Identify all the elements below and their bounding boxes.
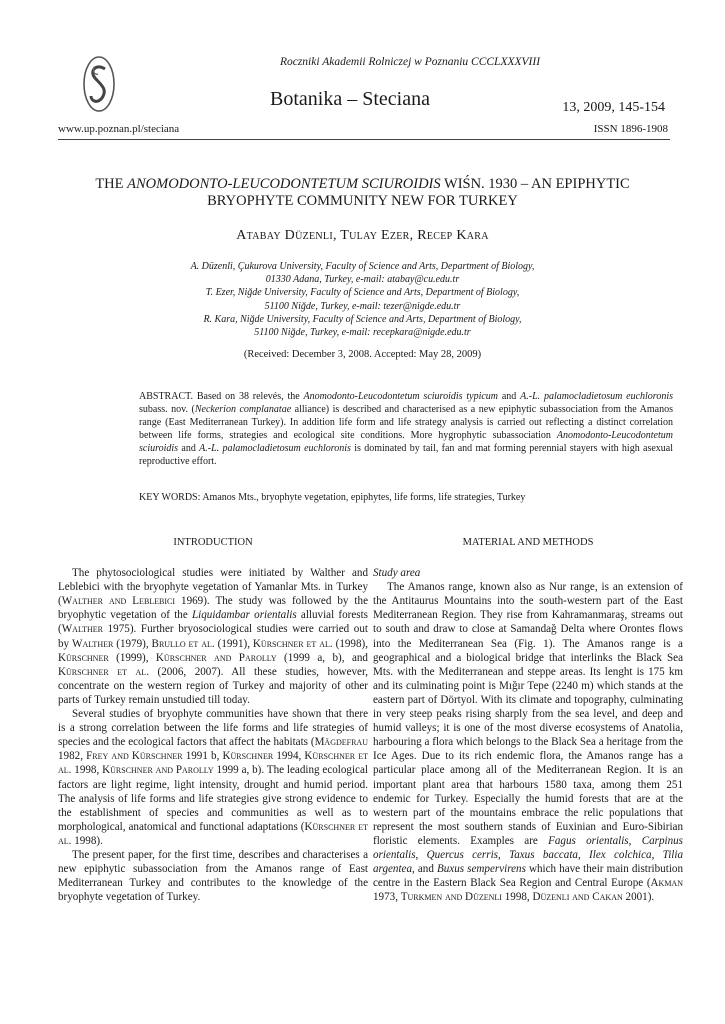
introduction-column bbox=[58, 536, 368, 904]
received-dates: (Received: December 3, 2008. Accepted: May 28, 2009) bbox=[243, 349, 482, 360]
affiliations bbox=[100, 260, 625, 339]
paragraph: The Amanos range, known also as Nur range, is an extension of the Antitaurus Mountains into the south-western part of the East Mediterranean Region. They rise from Kahramanmaraş, streams out to south and draw to close at Samandağ Delta where Orontes flows into the Mediterranean Sea (Fig. 1). The Amanos range is a geographical and a biological bridge that interlinks the Black Sea Mts. with the Mediterranean and steppe areas. Its lenght is 175 km and its culminating point is Mığır Tepe (2240 m) which stands at the eastern part of Dörtyol. With its climate and topography, culminating in very steep peaks rising sharply from the sea level, and deep and humid valleys; it is one of the most diverse ecosystems of Anatolia, harbouring a flora which belongs to the Black Sea a heritage from the Ice Ages. Due to its rich endemic flora, the Amanos range has a particular place among all of the Mediterranean Region. It is an important plant area that harbours 1580 taxa, among them 251 endemic for Turkey. Especially the humid forests that are at the western part of the mountains embrace the relic populations that represent the most southern stands of Euxinian and Euro-Sibirian floristic elements. Examples are Fagus orientalis, Carpinus orientalis, Quercus cerris, Taxus baccata, Ilex colchica, Tilia argentea, and Buxus sempervirens which have their main distribution centre in the Eastern Black Sea Region and Central Europe (Akman 1973, Turkmen and Düzenli 1998, Düzenli and Cakan 2001). bbox=[373, 581, 683, 904]
journal-logo-icon bbox=[82, 55, 116, 113]
study-area-subheading: Study area bbox=[373, 567, 421, 580]
header-divider bbox=[58, 139, 670, 140]
journal-series-line: Roczniki Akademii Rolniczej w Poznaniu CCCLXXXVIII bbox=[279, 56, 541, 68]
volume-pages: 13, 2009, 145-154 bbox=[562, 100, 665, 115]
keywords: KEY WORDS: Amanos Mts., bryophyte vegetation, epiphytes, life forms, life strategies, Turkey bbox=[139, 492, 526, 503]
paper-title: THE ANOMODONTO-LEUCODONTETUM SCIUROIDIS WIŚN. 1930 – AN EPIPHYTIC BRYOPHYTE COMMUNITY NEW FOR TURKEY bbox=[95, 176, 630, 209]
affiliation-line: 51100 Niğde, Turkey, e-mail: tezer@nigde.edu.tr bbox=[264, 300, 461, 312]
affiliation-line: R. Kara, Niğde University, Faculty of Science and Arts, Department of Biology, bbox=[203, 313, 522, 325]
affiliation-line: 01330 Adana, Turkey, e-mail: atabay@cu.edu.tr bbox=[265, 274, 460, 286]
journal-url[interactable]: www.up.poznan.pl/steciana bbox=[58, 123, 180, 135]
authors: Atabay Düzenli, Tulay Ezer, Recep Kara bbox=[236, 228, 489, 243]
methods-heading: MATERIAL AND METHODS bbox=[462, 537, 594, 548]
introduction-heading: INTRODUCTION bbox=[173, 537, 253, 548]
methods-column bbox=[373, 536, 683, 904]
journal-title: Botanika – Steciana bbox=[270, 88, 430, 110]
paragraph: The present paper, for the first time, describes and characterises a new epiphytic subassociation from the Amanos range of East Mediterranean Turkey and contributes to the knowledge of the bryophyte vegetation of Turkey. bbox=[58, 848, 368, 904]
affiliation-line: T. Ezer, Niğde University, Faculty of Science and Arts, Department of Biology, bbox=[205, 287, 520, 299]
affiliation-line: 51100 Niğde, Turkey, e-mail: recepkara@nigde.edu.tr bbox=[254, 327, 471, 339]
issn: ISSN 1896-1908 bbox=[593, 123, 668, 135]
paragraph: The phytosociological studies were initiated by Walther and Leblebici with the bryophyte vegetation of Yamanlar Mts. in Turkey (Walther and Leblebici 1969). The study was followed by the bryophytic vegetation of the Liquidambar orientalis alluvial forests (Walther 1975). Further bryosociological studies were carried out by Walther (1979), Brullo et al. (1991), Kürschner et al. (1998), Kürschner (1999), Kürschner and Parolly (1999 a, b), and Kürschner et al. (2006, 2007). All these studies, however, concentrate on the western region of Turkey and majority of other parts of Turkey remain unstudied till today. bbox=[58, 567, 368, 706]
abstract: ABSTRACT. Based on 38 relevés, the Anomodonto-Leucodontetum sciuroidis typicum and A.-L. palamocladietosum euchloronis subass. nov. (Neckerion complanatae alliance) is described and characterised as a new epiphytic subassociation from the Amanos range (East Mediterranean Turkey). In addition life form and life strategy analysis is carried out reflecting a distinct correlation between life forms, strategies and ecological site conditions. More hygrophytic subassociation Anomodonto-Leucodontetum sciuroidis and A.-L. palamocladietosum euchloronis is dominated by tail, fan and mat forming perennial stayers with high asexual reproductive effort. bbox=[139, 391, 674, 467]
paragraph: Several studies of bryophyte communities have shown that there is a strong correlation between the life forms and life strategies of species and the ecological factors that affect the habitats (Mägdefrau 1982, Frey and Kürschner 1991 b, Kürschner 1994, Kürschner et al. 1998, Kürschner and Parolly 1999 a, b). The leading ecological factors are light regime, light intensity, drought and humid period. The analysis of life forms and life strategies give strong evidence to the establishment of species and communities as well as to morphological, anatomical and functional adaptations (Kürschner et al. 1998). bbox=[58, 708, 369, 847]
affiliation-line: A. Düzenli, Çukurova University, Faculty of Science and Arts, Department of Biology, bbox=[190, 261, 535, 272]
